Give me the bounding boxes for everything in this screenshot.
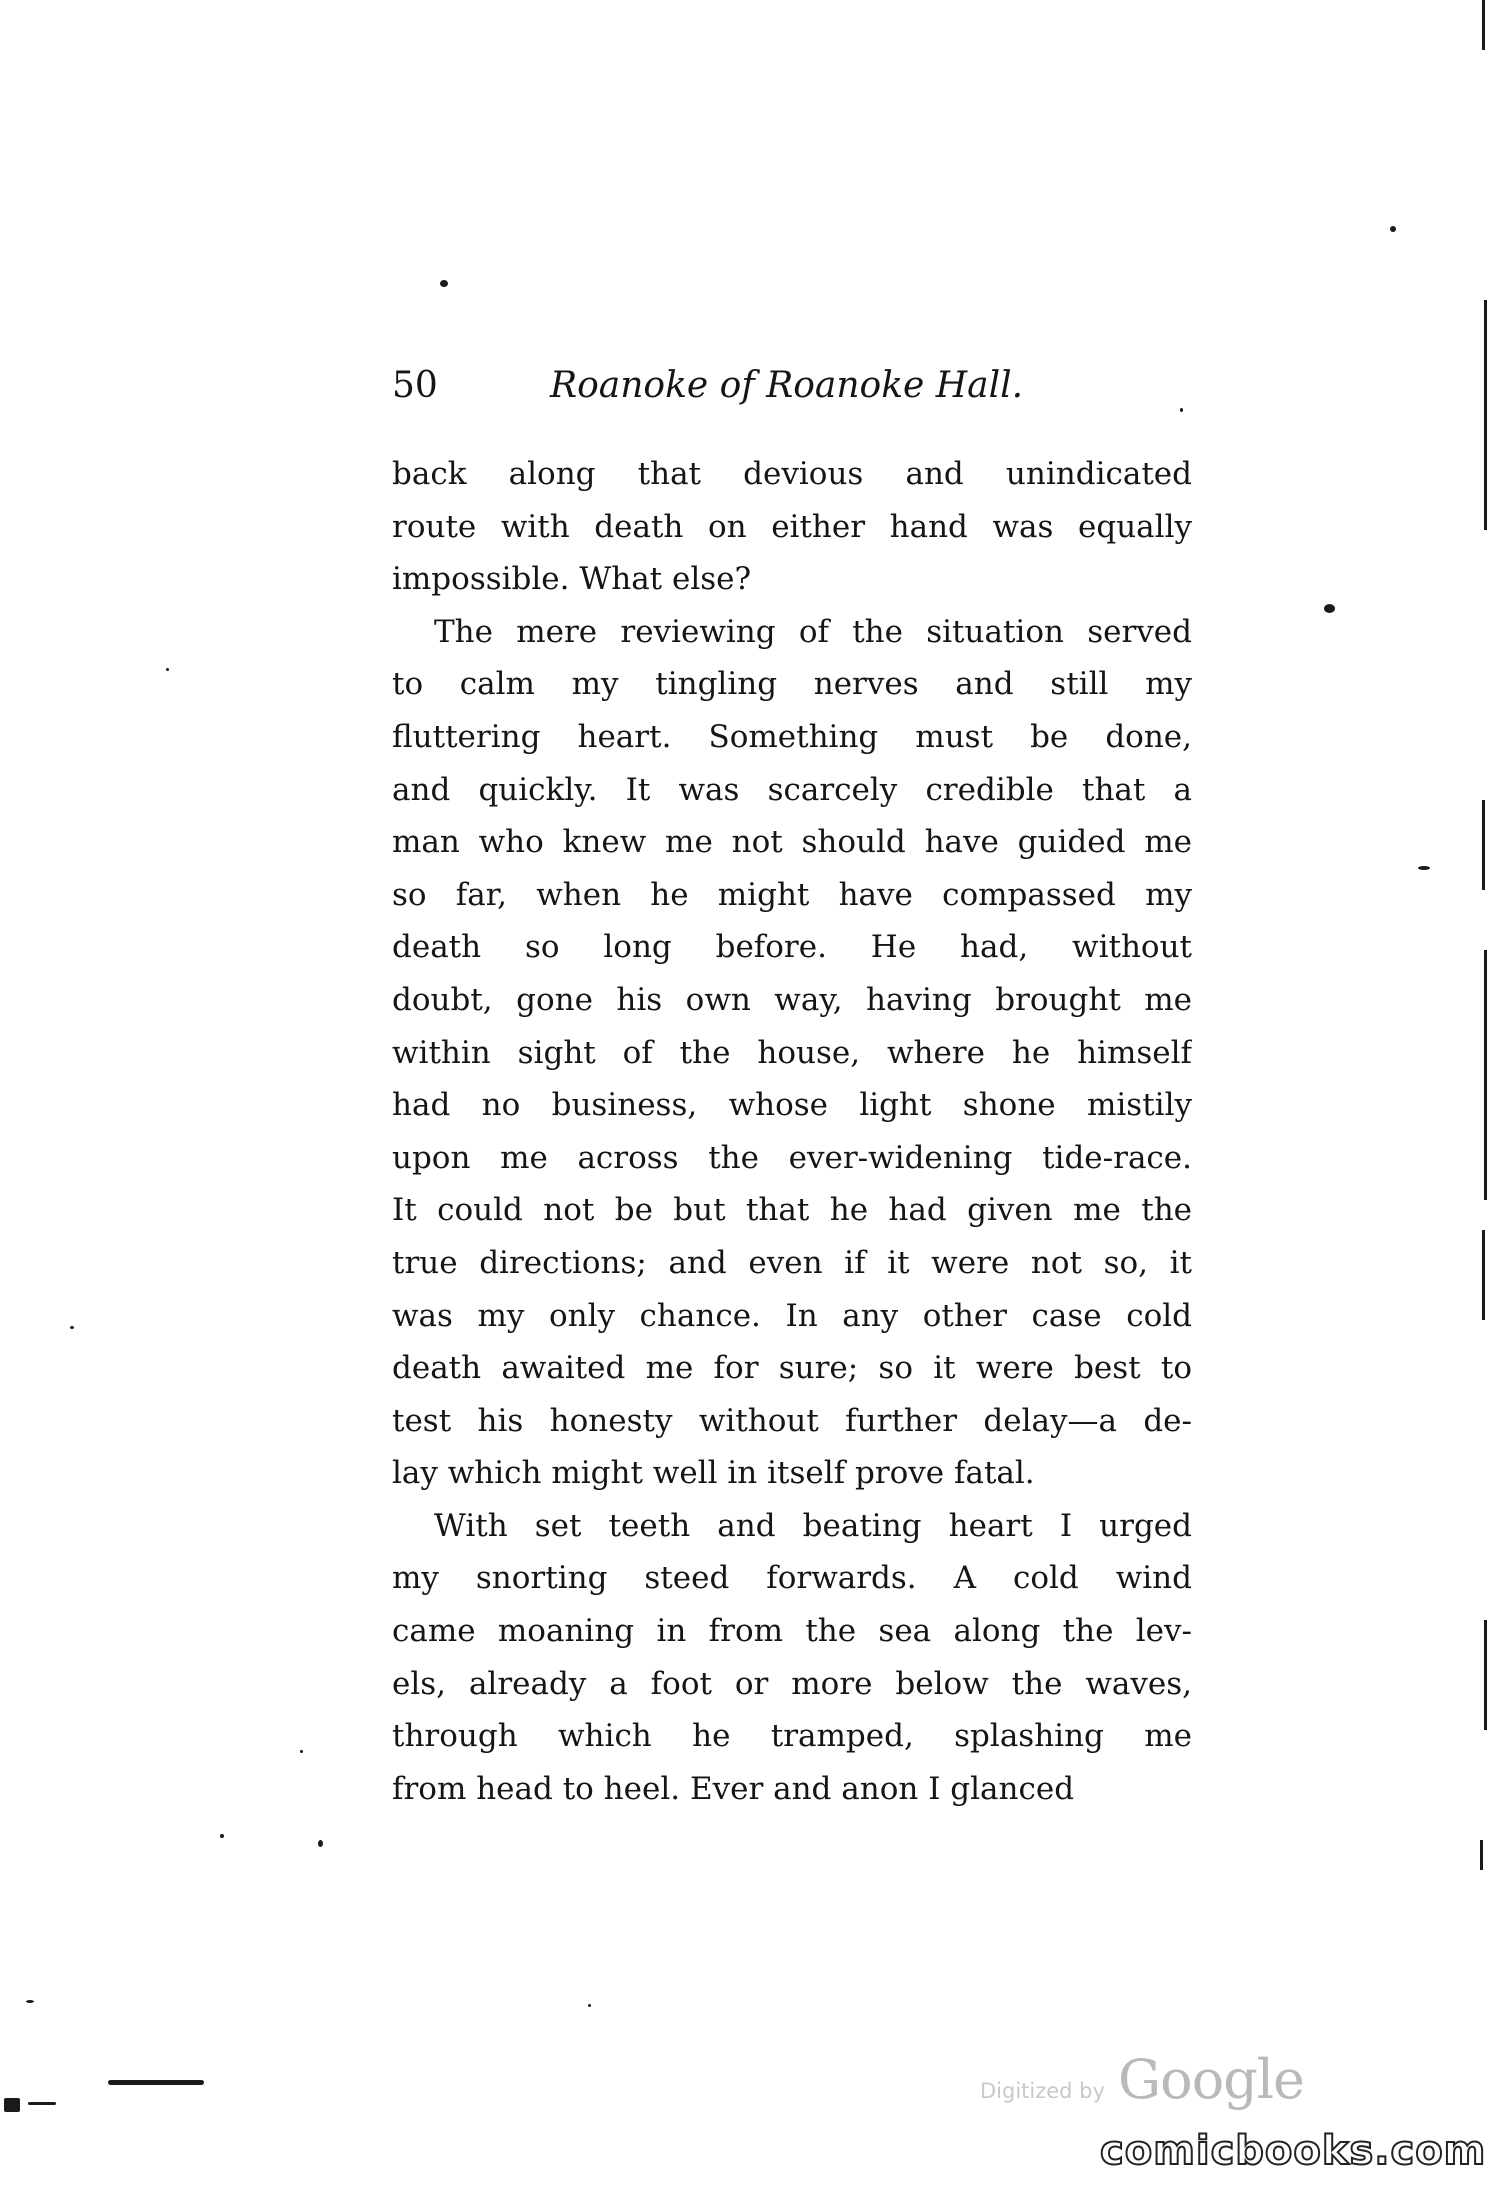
text-line: came moaning in from the sea along the lev- bbox=[392, 1613, 1192, 1650]
paragraph bbox=[392, 606, 1192, 1500]
scan-speck bbox=[220, 1834, 224, 1838]
text-line: It could not be but that he had given me the bbox=[392, 1192, 1192, 1229]
page-edge-mark bbox=[1482, 0, 1485, 50]
text-line: fluttering heart. Something must be done, bbox=[392, 718, 1192, 755]
paragraph bbox=[392, 1500, 1192, 1816]
scan-speck bbox=[588, 2004, 591, 2007]
text-line: lay which might well in itself prove fatal. bbox=[392, 1455, 1035, 1492]
scan-speck bbox=[26, 2000, 34, 2003]
scan-speck bbox=[166, 668, 169, 671]
text-line: within sight of the house, where he himself bbox=[392, 1034, 1192, 1071]
text-line: through which he tramped, splashing me bbox=[392, 1718, 1192, 1755]
text-line: from head to heel. Ever and anon I glanced bbox=[392, 1770, 1075, 1807]
text-line: route with death on either hand was equally bbox=[392, 508, 1192, 545]
text-line: With set teeth and beating heart I urged bbox=[434, 1507, 1192, 1544]
scan-speck bbox=[1180, 408, 1183, 412]
text-line: test his honesty without further delay—a de- bbox=[392, 1402, 1192, 1439]
scan-speck bbox=[1324, 604, 1335, 613]
text-line: upon me across the ever-widening tide-race. bbox=[392, 1139, 1192, 1176]
running-header bbox=[392, 356, 1192, 416]
text-line: els, already a foot or more below the waves, bbox=[392, 1665, 1192, 1702]
text-line: death so long before. He had, without bbox=[392, 929, 1192, 966]
paragraph bbox=[392, 448, 1192, 606]
scan-speck bbox=[318, 1840, 323, 1847]
text-line: was my only chance. In any other case cold bbox=[392, 1297, 1192, 1334]
text-line: The mere reviewing of the situation served bbox=[434, 613, 1192, 650]
scan-speck bbox=[108, 2080, 204, 2085]
text-line: back along that devious and unindicated bbox=[392, 456, 1192, 492]
scan-speck bbox=[70, 1326, 74, 1329]
scan-speck bbox=[4, 2098, 20, 2112]
page-edge-mark bbox=[1480, 1840, 1483, 1870]
page-edge-mark bbox=[1484, 1620, 1487, 1730]
text-line: man who knew me not should have guided me bbox=[392, 824, 1192, 861]
scan-speck bbox=[300, 1750, 303, 1753]
text-line: true directions; and even if it were not so, it bbox=[392, 1244, 1192, 1281]
digitized-by-watermark bbox=[980, 2048, 1304, 2118]
scan-speck bbox=[28, 2102, 56, 2105]
body-text bbox=[392, 448, 1192, 1815]
scan-speck bbox=[1390, 226, 1396, 232]
digitized-by-label: Digitized by bbox=[980, 2079, 1105, 2103]
text-line: death awaited me for sure; so it were best to bbox=[392, 1350, 1192, 1387]
text-line: doubt, gone his own way, having brought me bbox=[392, 981, 1192, 1018]
google-logo: Google bbox=[1118, 2048, 1304, 2111]
page-edge-mark bbox=[1484, 950, 1487, 1200]
page-number: 50 bbox=[392, 365, 438, 406]
scan-speck bbox=[440, 280, 448, 287]
text-line: my snorting steed forwards. A cold wind bbox=[392, 1560, 1192, 1597]
running-title: Roanoke of Roanoke Hall. bbox=[550, 365, 1024, 406]
text-line: and quickly. It was scarcely credible that a bbox=[392, 771, 1192, 808]
scan-speck bbox=[1418, 866, 1430, 870]
page-edge-mark bbox=[1484, 300, 1487, 530]
text-line: so far, when he might have compassed my bbox=[392, 876, 1192, 913]
page-edge-mark bbox=[1482, 800, 1485, 890]
page-edge-mark bbox=[1482, 1230, 1485, 1320]
text-line: had no business, whose light shone mistily bbox=[392, 1087, 1192, 1124]
text-line: impossible. What else? bbox=[392, 561, 752, 598]
text-line: to calm my tingling nerves and still my bbox=[392, 666, 1192, 703]
site-watermark: comicbooks.com bbox=[1100, 2128, 1487, 2174]
